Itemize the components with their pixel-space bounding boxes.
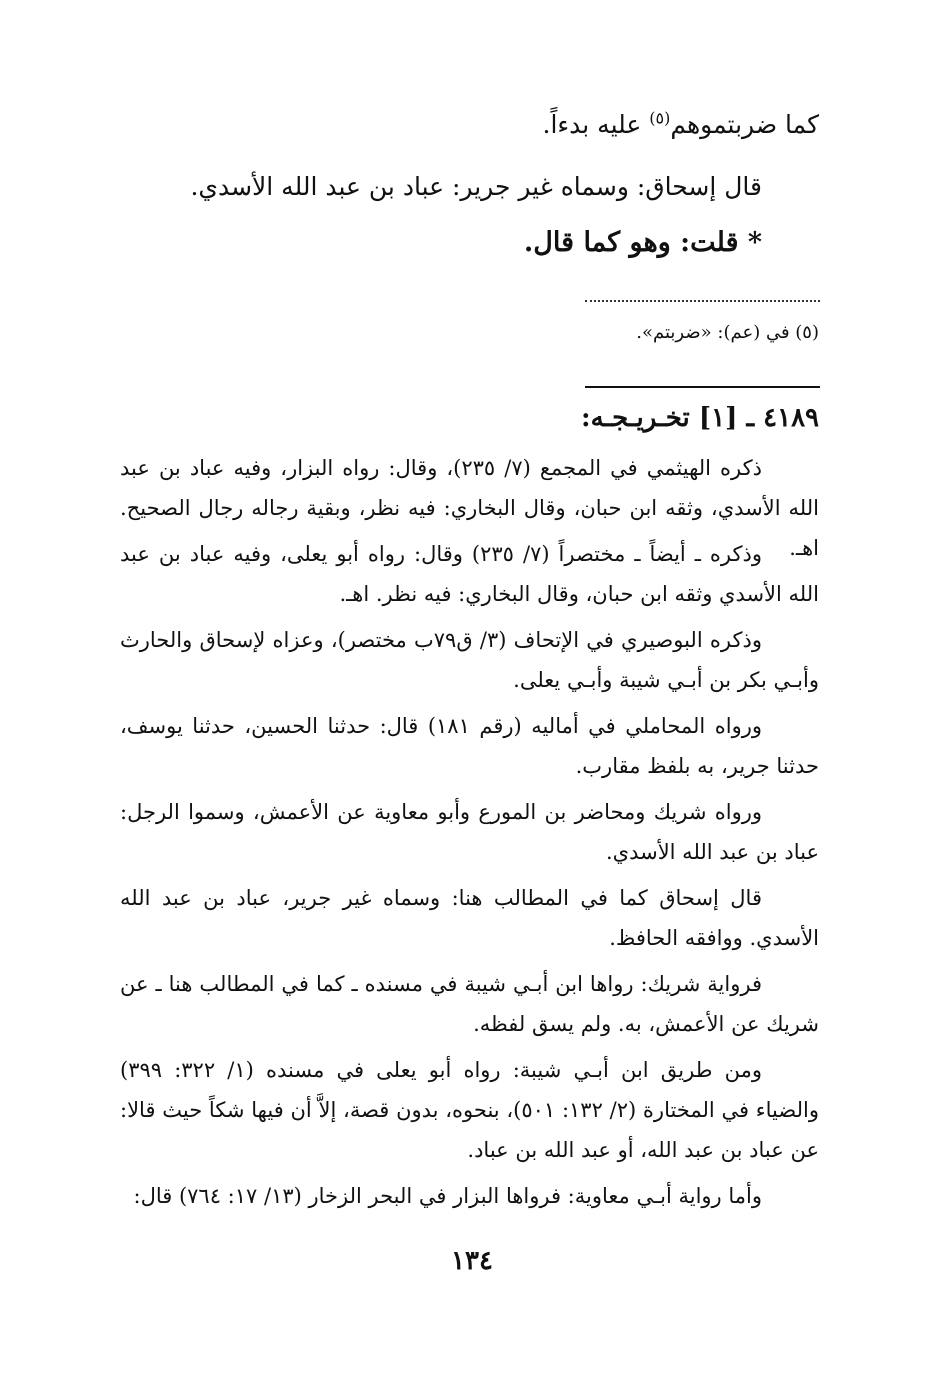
paragraph-3: [120, 620, 819, 700]
paragraph-text: قال إسحاق كما في المطالب هنا: وسماه غير جرير، عباد بن عبد الله الأسدي. ووافقه الحافظ.: [120, 886, 819, 950]
paragraph-9: [120, 1176, 819, 1216]
paragraph-text: ومن طريق ابن أبـي شيبة: رواه أبو يعلى في مسنده (١/ ٣٢٢: ٣٩٩) والضياء في المختارة (٢/ ١٣٢: ٥٠١)، بنحوه، بدون قصة، إلاَّ أن فيها شكاً حيث قالا: عن عباد بن عبد الله، أو عبد الله بن عباد.: [120, 1058, 819, 1162]
paragraph-6: [120, 878, 819, 958]
paragraph-8: [120, 1050, 819, 1170]
paragraph-5: [120, 792, 819, 872]
text-after-footnote-marker: عليه بدءاً.: [542, 110, 650, 139]
footnote-marker: (٥): [649, 108, 671, 128]
paragraph-text: فرواية شريك: رواها ابن أبـي شيبة في مسنده ـ كما في المطالب هنا ـ عن شريك عن الأعمش، به. ولم يسق لفظه.: [120, 972, 819, 1036]
page-number: ١٣٤: [451, 1246, 493, 1276]
section-rule: [585, 386, 820, 388]
text-line-3: * قلت: وهو كما قال.: [523, 227, 762, 258]
paragraph-text: ورواه المحاملي في أماليه (رقم ١٨١) قال: حدثنا الحسين، حدثنا يوسف، حدثنا جرير، به بلفظ مقارب.: [120, 714, 819, 778]
footnote-separator: [585, 300, 820, 302]
text-line-2: قال إسحاق: وسماه غير جرير: عباد بن عبد الله الأسدي.: [190, 172, 762, 201]
paragraph-text: وأما رواية أبـي معاوية: فرواها البزار في البحر الزخار (١٣/ ١٧: ٧٦٤) قال:: [133, 1184, 762, 1208]
text-line-1: [543, 108, 820, 142]
paragraph-text: وذكره البوصيري في الإتحاف (٣/ ق٧٩ب مختصر)، وعزاه لإسحاق والحارث وأبـي بكر بن أبـي شيبة وأبـي يعلى.: [120, 628, 819, 692]
paragraph-text: ذكره الهيثمي في المجمع (٧/ ٢٣٥)، وقال: رواه البزار، وفيه عباد بن عبد الله الأسدي، وثقه ابن حبان، وقال البخاري: فيه نظر، وبقية رجاله رجال الصحيح. اهـ.: [120, 456, 819, 560]
takhrij-heading: ٤١٨٩ ـ [١] تخـريـجـه:: [581, 403, 819, 433]
paragraph-text: وذكره ـ أيضاً ـ مختصراً (٧/ ٢٣٥) وقال: رواه أبو يعلى، وفيه عباد بن عبد الله الأسدي وثقه ابن حبان، وقال البخاري: فيه نظر. اهـ.: [120, 542, 819, 606]
paragraph-7: [120, 964, 819, 1044]
paragraph-2: [120, 534, 819, 614]
paragraph-text: ورواه شريك ومحاضر بن المورع وأبو معاوية عن الأعمش، وسموا الرجل: عباد بن عبد الله الأسدي.: [120, 800, 819, 864]
footnote: (٥) في (عم): «ضربتم».: [636, 322, 819, 343]
text-before-footnote-marker: كما ضربتموهم: [670, 110, 819, 139]
paragraph-4: [120, 706, 819, 786]
